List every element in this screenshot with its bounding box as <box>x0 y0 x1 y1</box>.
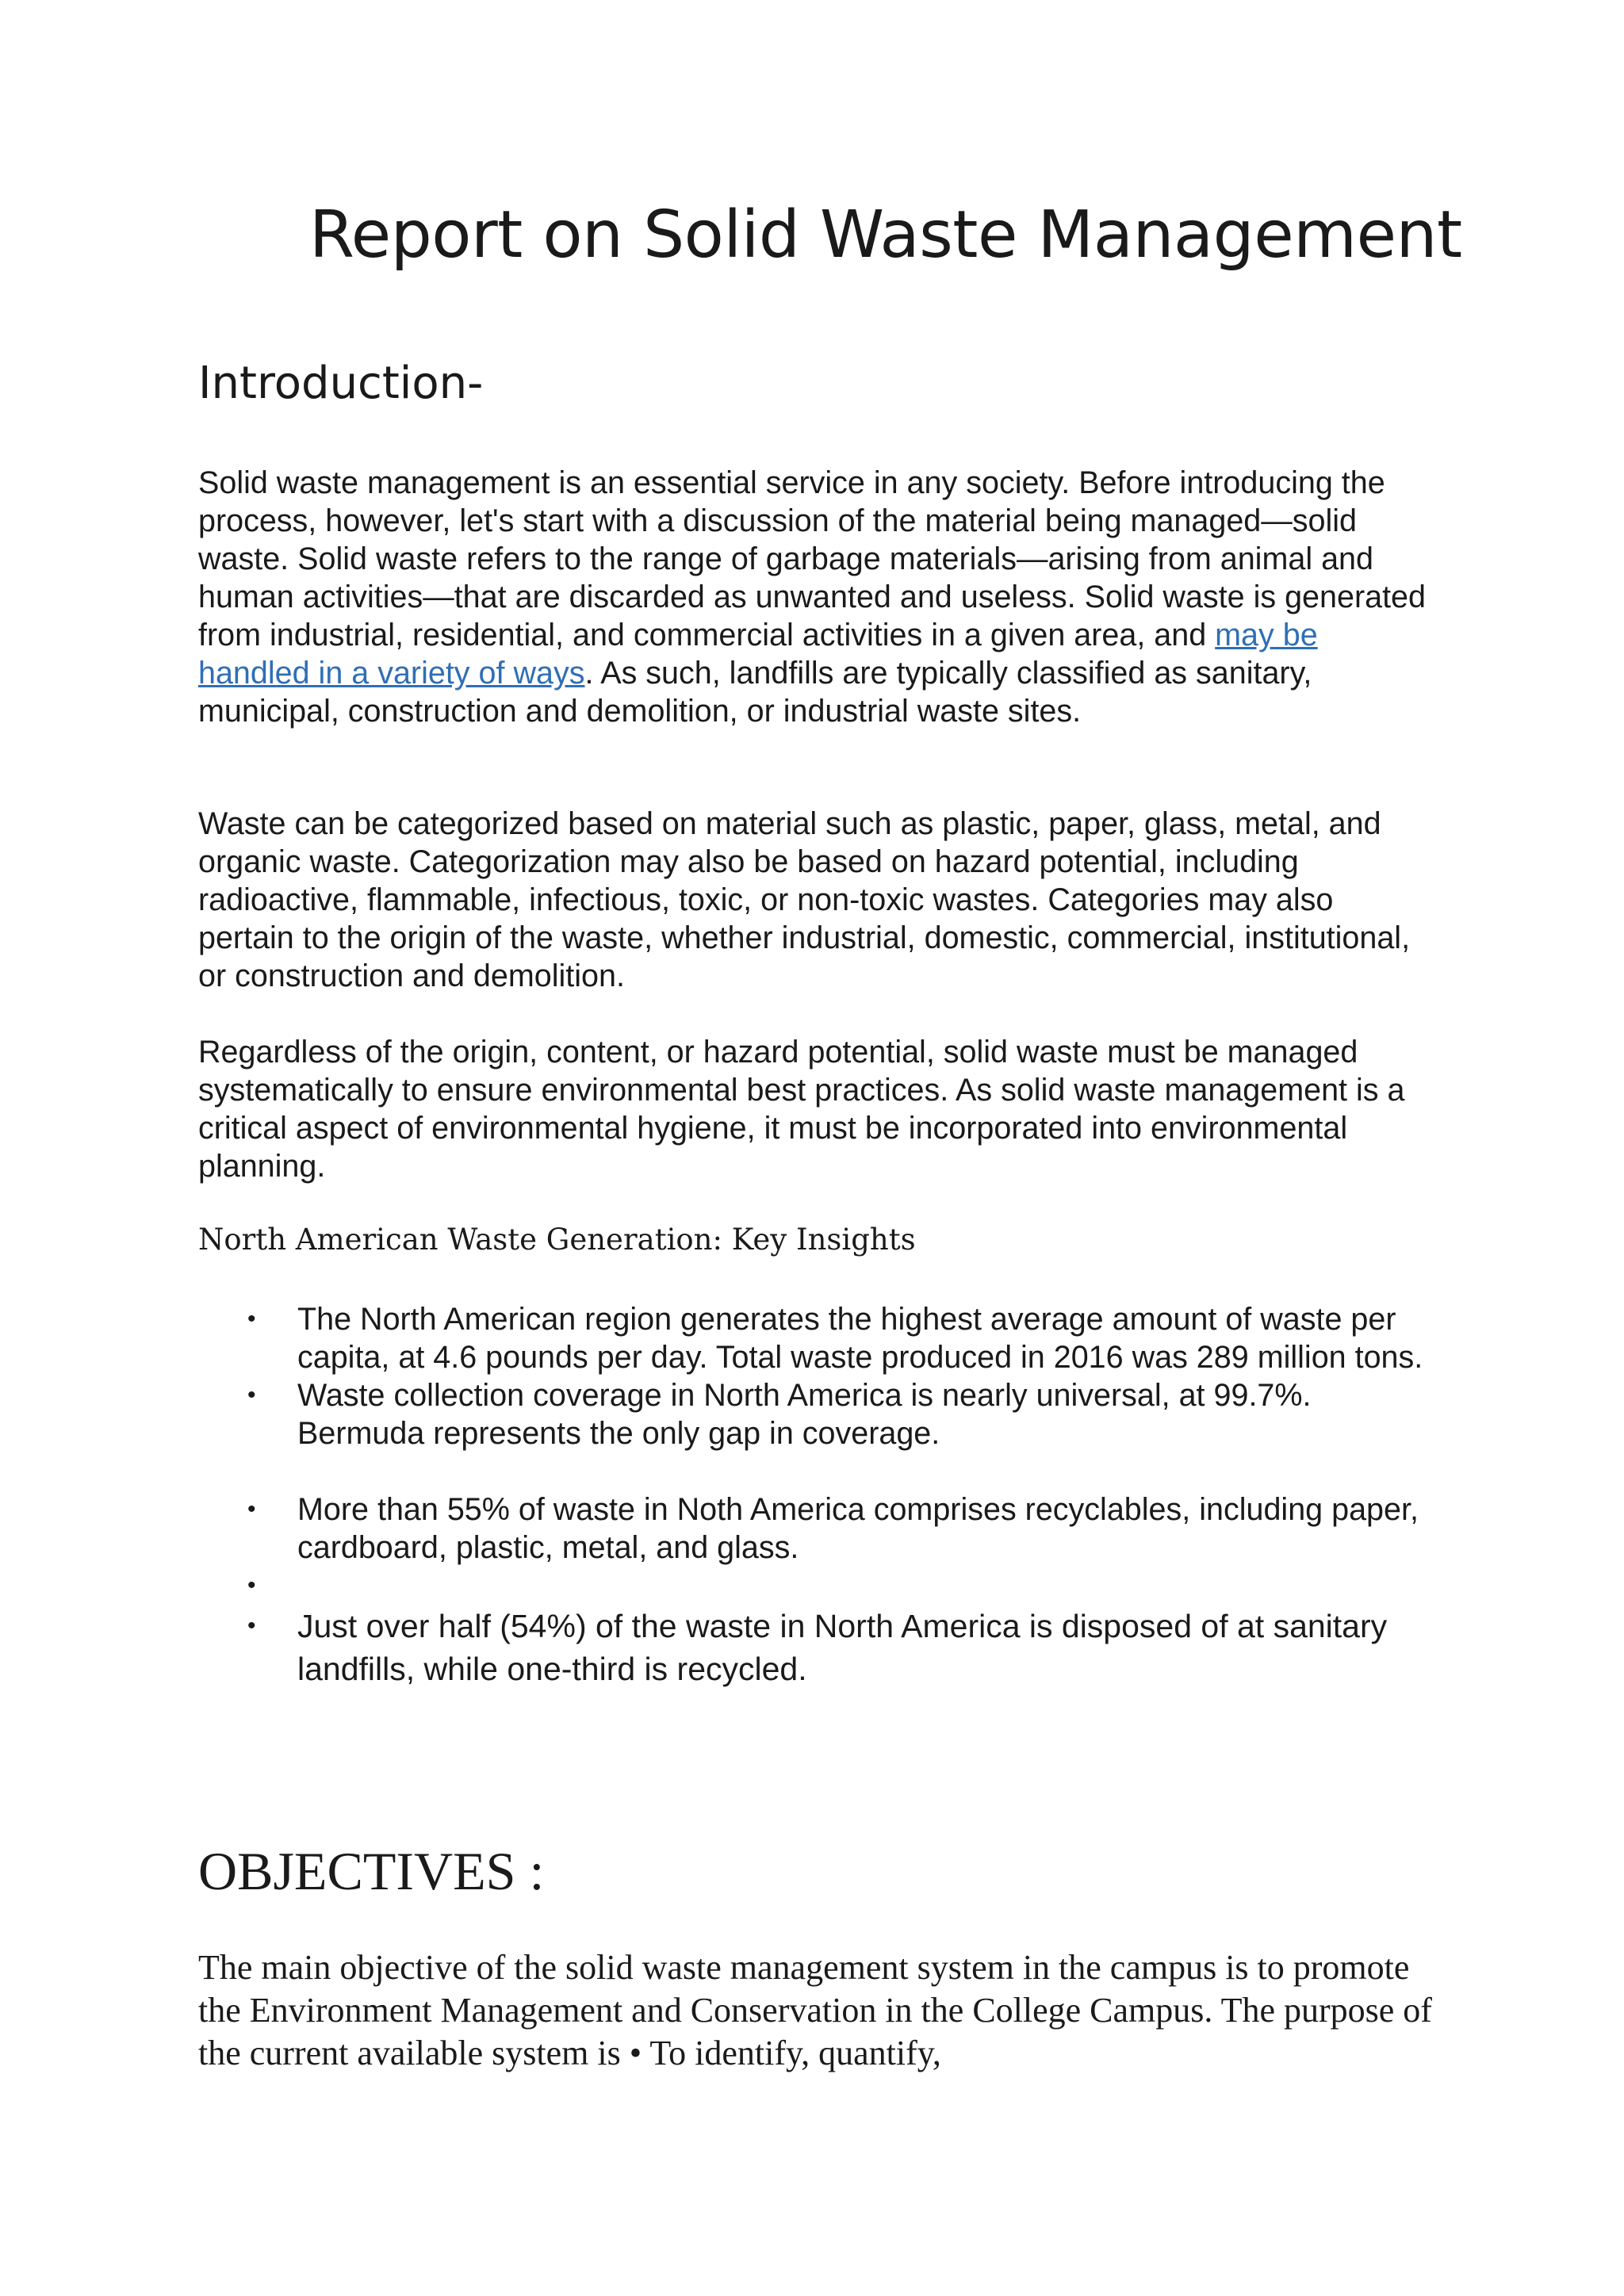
bullet-icon: • <box>247 1572 256 1598</box>
bullet-icon: • <box>247 1382 256 1408</box>
bullet-icon: • <box>247 1496 256 1522</box>
list-item <box>198 1567 1435 1605</box>
intro-paragraph-2: Waste can be categorized based on material such as plastic, paper, glass, metal, and organic waste. Categorization may also be based on hazard potential, including radioactive, flammable, infectious, toxic, or non-toxic wastes. Categories may also pertain to the origin of the waste, whether industrial, domestic, commercial, institutional, or construction and demolition. <box>198 806 1411 993</box>
paragraph-1-text-before-link: Solid waste management is an essential service in any society. Before introducing the process, however, let's start with a discussion of the material being managed—solid waste. Solid waste refers to the range of garbage materials—arising from animal and human activities—that are discarded as unwanted and useless. Solid waste is generated from industrial, residential, and commercial activities in a given area, and <box>198 465 1426 652</box>
document-title: Report on Solid Waste Management <box>309 197 1462 273</box>
intro-paragraph-3: Regardless of the origin, content, or hazard potential, solid waste must be managed systematically to ensure environmental best practices. As solid waste management is a critical aspect of environmental hygiene, it must be incorporated into environmental planning. <box>198 1035 1405 1184</box>
introduction-heading: Introduction- <box>198 358 484 409</box>
objectives-heading: OBJECTIVES : <box>198 1841 545 1901</box>
list-item <box>198 1490 1435 1567</box>
list-item-text: More than 55% of waste in Noth America comprises recyclables, including paper, cardboard, plastic, metal, and glass. <box>297 1492 1419 1565</box>
list-item-text: Just over half (54%) of the waste in North America is disposed of at sanitary landfills, while one-third is recycled. <box>297 1608 1388 1687</box>
paragraph-1-text-after-link: . As such, landfills are typically classified as sanitary, municipal, construction and demolition, or industrial waste sites. <box>198 656 1312 729</box>
objectives-paragraph: The main objective of the solid waste management system in the campus is to promote the Environment Management and Conservation in the College Campus. The purpose of the current available system is • To identify, quantify, <box>198 1948 1432 2072</box>
insights-list <box>198 1300 1435 1690</box>
list-item-text: Waste collection coverage in North America is nearly universal, at 99.7%. Bermuda represents the only gap in coverage. <box>297 1378 1312 1451</box>
list-item <box>198 1300 1435 1376</box>
waste-handling-link[interactable]: may be handled in a variety of ways <box>198 618 1318 691</box>
list-item <box>198 1376 1435 1452</box>
insights-heading: North American Waste Generation: Key Insights <box>198 1223 916 1257</box>
bullet-icon: • <box>247 1306 256 1332</box>
intro-paragraph-1 <box>198 464 1435 730</box>
list-item-text: The North American region generates the highest average amount of waste per capita, at 4.6 pounds per day. Total waste produced in 2016 was 289 million tons. <box>297 1302 1423 1375</box>
bullet-icon: • <box>247 1613 256 1639</box>
list-item <box>198 1605 1435 1690</box>
